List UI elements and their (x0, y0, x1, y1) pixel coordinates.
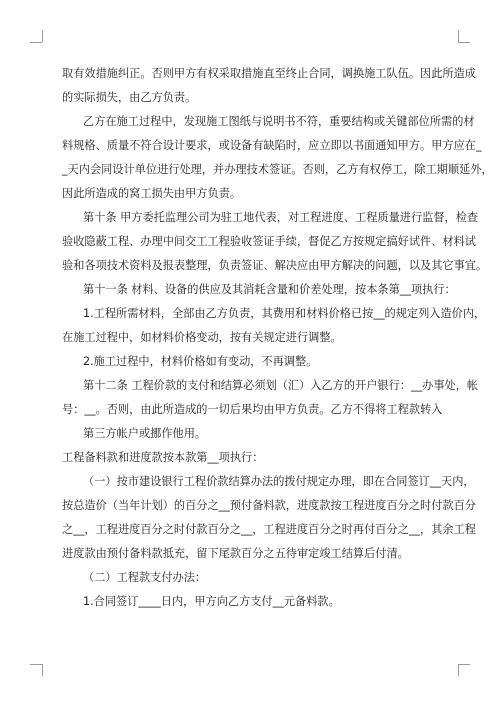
text-line: 验收隐蔽工程、办理中间交工工程验收签证手续，督促乙方按规定搞好试件、材料试 (62, 235, 476, 248)
text-line: 1.工程所需材料，全部由乙方负责，其费用和材料价格已按__的规定列入造价内， (83, 307, 486, 320)
text-line: 因此所造成的窝工损失由甲方负责。 (62, 187, 242, 200)
text-line: 乙方在施工过程中，发现施工图纸与说明书不符，重要结构或关键部位所需的材 (83, 115, 475, 128)
text-line: 第三方帐户或挪作他用。 (83, 427, 207, 440)
text-line: 料规格、质量不符合设计要求，或设备有缺陷时，应立即以书面通知甲方。甲方应在_ (62, 139, 482, 152)
text-line: （二）工程款支付办法： (83, 571, 207, 584)
text-line: 工程备料款和进度款按本款第__项执行： (62, 451, 264, 464)
text-line: 2.施工过程中，材料价格如有变动，不再调整。 (83, 355, 318, 368)
text-line: （一）按市建设银行工程价款结算办法的拨付规定办理，即在合同签订__天内， (83, 475, 475, 488)
text-line: 取有效措施纠正。否则甲方有权采取措施直至终止合同，调换施工队伍。因此所造成 (62, 67, 476, 80)
text-line: _天内会同设计单位进行处理，并办理技术签证。否则，乙方有权停工，除工期顺延外， (62, 163, 493, 176)
text-line: 第十一条 材料、设备的供应及其消耗含量和价差处理，按本条第__项执行： (83, 283, 456, 296)
text-line: 第十二条 工程价款的支付和结算必须划（汇）入乙方的开户银行：__办事处，帐 (83, 379, 479, 392)
document-body (62, 62, 493, 614)
text-line: 在施工过程中，如材料价格变动，按有关规定进行调整。 (62, 331, 342, 344)
text-line: 之__，工程进度百分之时付款百分之__，工程进度百分之时再付百分之__，其余工程 (62, 523, 476, 536)
text-line: 号：__。否则，由此所造成的一切后果均由甲方负责。乙方不得将工程款转入 (62, 403, 443, 416)
text-line: 第十条 甲方委托监理公司为驻工地代表，对工程进度、工程质量进行监督，检查 (83, 211, 479, 224)
text-line: 按总造价（当年计划）的百分之__预付备料款，进度款按工程进度百分之时付款百分 (62, 499, 476, 512)
text-line: 验和各项技术资料及报表整理，负责签证、解决应由甲方解决的问题，以及其它事宜。 (62, 259, 488, 272)
text-line: 1.合同签订____日内，甲方向乙方支付__元备料款。 (83, 595, 340, 608)
text-line: 的实际损失，由乙方负责。 (62, 91, 197, 104)
text-line: 进度款由预付备料款抵充，留下尾款百分之五待审定竣工结算后付清。 (62, 547, 409, 560)
